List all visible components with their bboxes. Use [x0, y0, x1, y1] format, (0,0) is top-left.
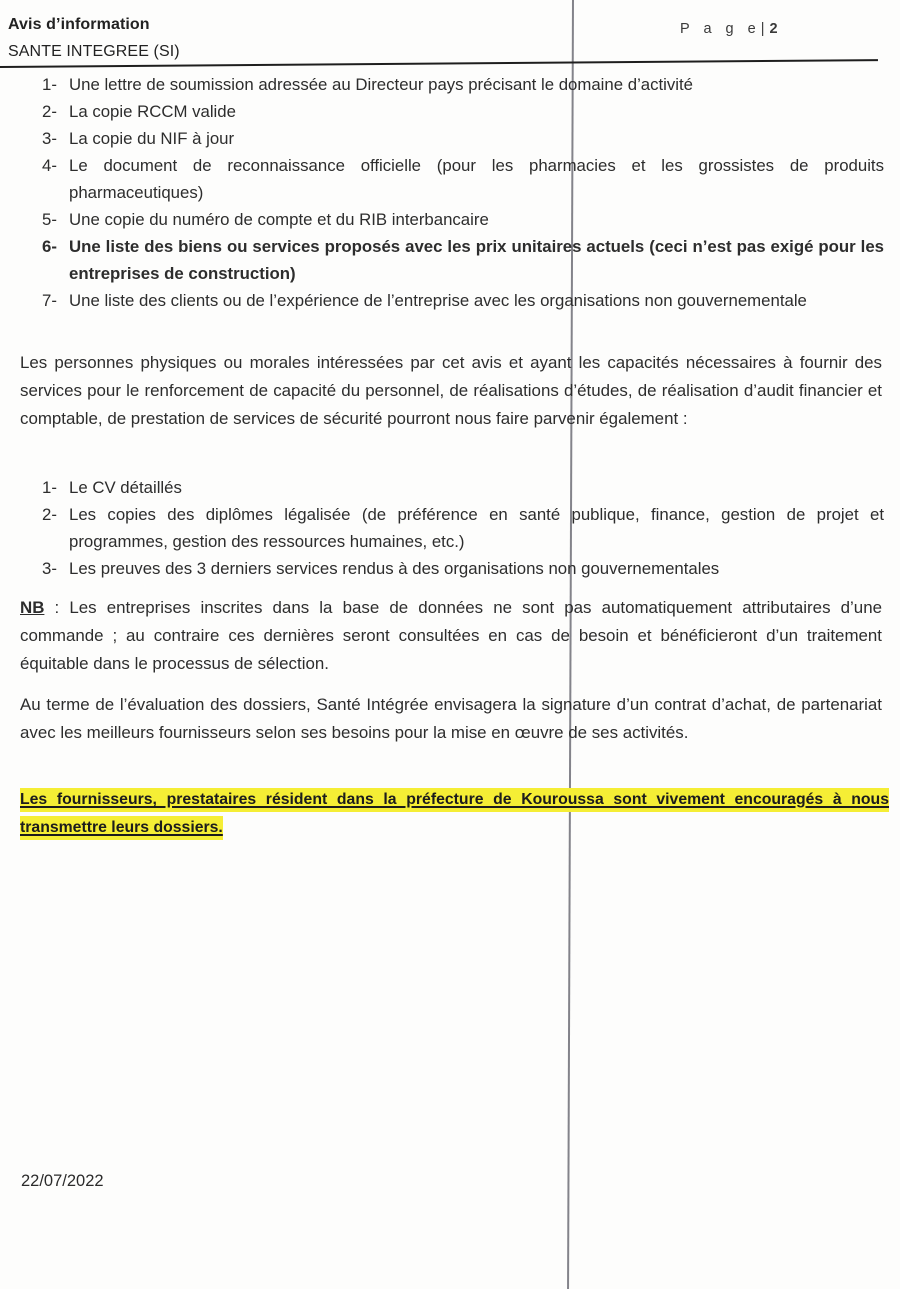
document-header — [8, 11, 180, 65]
list-item — [42, 206, 884, 233]
list-item — [42, 98, 884, 125]
list-item-number: 5- — [42, 210, 57, 229]
list-item-number: 1- — [42, 478, 57, 497]
list-item-number: 1- — [42, 75, 57, 94]
candidate-documents-list — [42, 474, 884, 582]
list-item — [42, 152, 884, 206]
evaluation-paragraph: Au terme de l’évaluation des dossiers, Santé Intégrée envisagera la signature d’un contrat d’achat, de partenariat avec les meilleurs fournisseurs selon ses besoins pour la mise en œuvre de ses activités. — [20, 695, 882, 742]
highlight-paragraph — [20, 786, 889, 841]
list-item-number: 6- — [42, 237, 57, 256]
doc-type-label: Avis d’information — [8, 16, 150, 33]
list-item — [42, 71, 884, 98]
nb-label: NB — [20, 598, 45, 617]
list-item-text: Une liste des clients ou de l’expérience de l’entreprise avec les organisations non gouvernementale — [69, 291, 807, 310]
nb-paragraph — [20, 594, 882, 678]
list-item-text: Les copies des diplômes légalisée (de préférence en santé publique, finance, gestion de projet et programmes, gestion des ressources humaines, etc.) — [69, 505, 884, 551]
page-number-label — [680, 21, 778, 37]
list-item-text: La copie du NIF à jour — [69, 129, 235, 148]
intro-paragraph: Les personnes physiques ou morales intéressées par cet avis et ayant les capacités nécessaires à fournir des services pour le renforcement de capacité du personnel, de réalisations d’études, de réalisation d’audit financier et comptable, de prestation de services de sécurité pourront nous faire parvenir également : — [20, 353, 882, 428]
list-item — [42, 287, 884, 314]
list-item-text: Le document de reconnaissance officielle (pour les pharmacies et les grossistes de produits pharmaceutiques) — [69, 156, 884, 202]
list-item — [42, 474, 884, 501]
list-item-number: 3- — [42, 129, 57, 148]
page-separator: | — [760, 21, 770, 37]
list-item-text: Une liste des biens ou services proposés avec les prix unitaires actuels (ceci n’est pas exigé pour les entreprises de construction) — [69, 237, 884, 283]
list-item — [42, 555, 884, 582]
list-item-number: 3- — [42, 559, 57, 578]
list-item-text: Le CV détaillés — [69, 478, 182, 497]
list-item-number: 7- — [42, 291, 57, 310]
page-number: 2 — [769, 21, 778, 37]
list-item-text: Une lettre de soumission adressée au Directeur pays précisant le domaine d’activité — [69, 75, 694, 94]
nb-text: : Les entreprises inscrites dans la base de données ne sont pas automatiquement attributaires d’une commande ; au contraire ces dernières seront consultées en cas de besoin et bénéficieront d’un traitement équitable dans le processus de sélection. — [20, 598, 882, 673]
list-item-text: Une copie du numéro de compte et du RIB interbancaire — [69, 210, 489, 229]
list-item-number: 2- — [42, 102, 57, 121]
list-item-number: 2- — [42, 505, 57, 524]
list-item-text: Les preuves des 3 derniers services rendus à des organisations non gouvernementales — [69, 559, 720, 578]
list-item-bold — [42, 233, 884, 287]
org-name-label: SANTE INTEGREE (SI) — [8, 43, 180, 60]
page-word: P a g e — [680, 21, 761, 37]
document-date: 22/07/2022 — [21, 1172, 104, 1190]
list-item-text: La copie RCCM valide — [69, 102, 236, 121]
list-item — [42, 125, 884, 152]
list-item-number: 4- — [42, 156, 57, 175]
highlighted-text: Les fournisseurs, prestataires résident dans la préfecture de Kouroussa sont vivement encouragés à nous transmettre leurs dossiers. — [20, 788, 889, 840]
requirements-list — [42, 71, 884, 314]
list-item — [42, 501, 884, 555]
